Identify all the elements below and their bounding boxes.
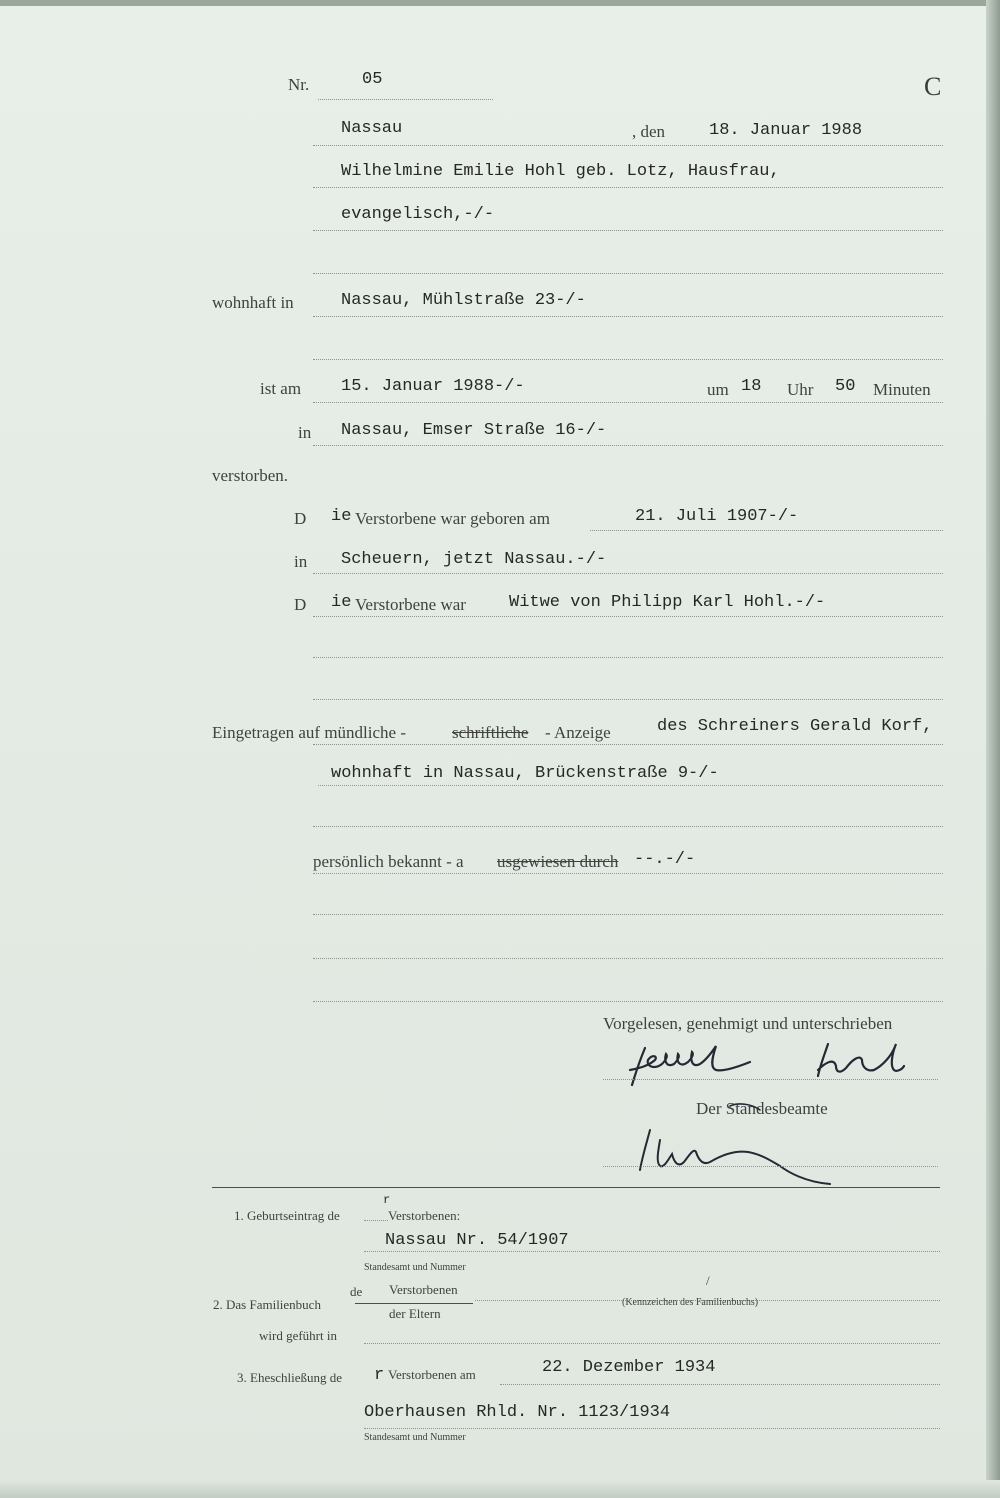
line-note1: [364, 1251, 940, 1252]
note2-fraction-line: [355, 1303, 473, 1304]
informant-line-2: wohnhaft in Nassau, Brückenstraße 9-/-: [331, 764, 719, 783]
birth-text-label: Verstorbene war geboren am: [355, 509, 550, 528]
marital-status: Witwe von Philipp Karl Hohl.-/-: [509, 593, 826, 612]
note3-filled: r: [374, 1366, 385, 1385]
line-name: [313, 187, 943, 188]
note1-filled: r: [383, 1193, 391, 1207]
death-hour: 18: [741, 377, 762, 396]
death-place-label: in: [298, 423, 312, 442]
nr-label: Nr.: [288, 75, 310, 94]
birth-d-label: D: [294, 509, 307, 528]
informant-line-1: des Schreiners Gerald Korf,: [657, 717, 933, 736]
line-death-place: [313, 445, 943, 446]
birth-place-label: in: [294, 552, 308, 571]
registrar-signature: [630, 1100, 860, 1195]
line-religion: [313, 230, 943, 231]
line-place-date: [313, 145, 943, 146]
line-empty-1: [313, 273, 943, 274]
note1-caption: Standesamt und Nummer: [364, 1262, 466, 1273]
note1-small-line: [364, 1220, 388, 1221]
status-text-label: Verstorbene war: [355, 595, 466, 614]
nr-line: [318, 99, 493, 100]
registry-place: Nassau: [341, 119, 403, 138]
identity-suffix: --.-/-: [634, 850, 696, 869]
birth-date: 21. Juli 1907-/-: [635, 507, 799, 526]
note3-label-b: Verstorbenen am: [388, 1367, 476, 1382]
registrar-label: Der Standesbeamte: [696, 1099, 828, 1118]
note3-date: 22. Dezember 1934: [542, 1358, 716, 1377]
minuten-label: Minuten: [873, 380, 931, 399]
note2-line2: wird geführt in: [259, 1328, 337, 1343]
line-empty-5: [313, 826, 943, 827]
deceased-residence: Nassau, Mühlstraße 23-/-: [341, 291, 586, 310]
birth-place: Scheuern, jetzt Nassau.-/-: [341, 550, 607, 569]
death-date-label: ist am: [260, 379, 302, 398]
line-identity: [313, 873, 943, 874]
line-empty-2: [313, 359, 943, 360]
status-ie-filled: ie: [331, 593, 352, 612]
registry-date: 18. Januar 1988: [709, 121, 863, 140]
registration-prefix: Eingetragen auf mündliche -: [212, 723, 407, 742]
line-birth-place: [313, 573, 943, 574]
page-right-edge: [986, 0, 1000, 1498]
death-place: Nassau, Emser Straße 16-/-: [341, 421, 607, 440]
informant-signature: [600, 1030, 920, 1090]
deceased-religion: evangelisch,-/-: [341, 205, 495, 224]
den-label: , den: [632, 122, 666, 141]
page-bottom-edge: [0, 1480, 1000, 1498]
line-signature-informant: [603, 1079, 938, 1080]
registration-struck: schriftliche: [452, 723, 529, 742]
line-birth-date: [590, 530, 943, 531]
note2-de: de: [350, 1284, 363, 1299]
note3-caption: Standesamt und Nummer: [364, 1432, 466, 1443]
birth-ie-filled: ie: [331, 507, 352, 526]
note1-label-b: Verstorbenen:: [388, 1208, 461, 1223]
death-date: 15. Januar 1988-/-: [341, 377, 525, 396]
identity-prefix: persönlich bekannt - a: [313, 852, 464, 871]
verstorben-label: verstorben.: [212, 466, 289, 485]
uhr-label: Uhr: [787, 380, 814, 399]
note3-label-a: 3. Eheschließung de: [237, 1370, 343, 1385]
identity-struck: usgewiesen durch: [497, 852, 619, 871]
line-empty-4: [313, 699, 943, 700]
note2-slash: /: [706, 1273, 710, 1288]
deceased-name: Wilhelmine Emilie Hohl geb. Lotz, Hausfrau,: [341, 162, 780, 181]
note2-option-deceased: Verstorbenen: [389, 1282, 458, 1297]
registration-suffix: - Anzeige: [545, 723, 611, 742]
line-empty-3: [313, 657, 943, 658]
um-label: um: [707, 380, 729, 399]
page-top-edge: [0, 0, 1000, 6]
line-note2b: [364, 1343, 940, 1344]
read-approved-label: Vorgelesen, genehmigt und unterschrieben: [603, 1014, 893, 1033]
line-empty-8: [313, 1001, 943, 1002]
notes-separator: [212, 1187, 940, 1188]
death-minutes: 50: [835, 377, 856, 396]
corner-letter: C: [924, 72, 942, 101]
status-d-label: D: [294, 595, 307, 614]
line-empty-6: [313, 914, 943, 915]
entry-number: 05: [362, 70, 383, 89]
line-residence: [313, 316, 943, 317]
line-informant-1: [313, 744, 943, 745]
line-note3: [364, 1428, 940, 1429]
line-informant-2: [318, 785, 943, 786]
note1-label-a: 1. Geburtseintrag de: [234, 1208, 340, 1223]
line-note3-date: [500, 1384, 940, 1385]
residence-label: wohnhaft in: [212, 293, 294, 312]
note1-value: Nassau Nr. 54/1907: [385, 1231, 569, 1250]
note3-value: Oberhausen Rhld. Nr. 1123/1934: [364, 1403, 671, 1422]
note2-label: 2. Das Familienbuch: [213, 1297, 321, 1312]
note2-option-parents: der Eltern: [389, 1306, 441, 1321]
note2-caption: (Kennzeichen des Familienbuchs): [622, 1297, 759, 1308]
line-status: [313, 616, 943, 617]
line-death-date: [313, 402, 943, 403]
line-empty-7: [313, 958, 943, 959]
line-signature-registrar: [603, 1166, 938, 1167]
